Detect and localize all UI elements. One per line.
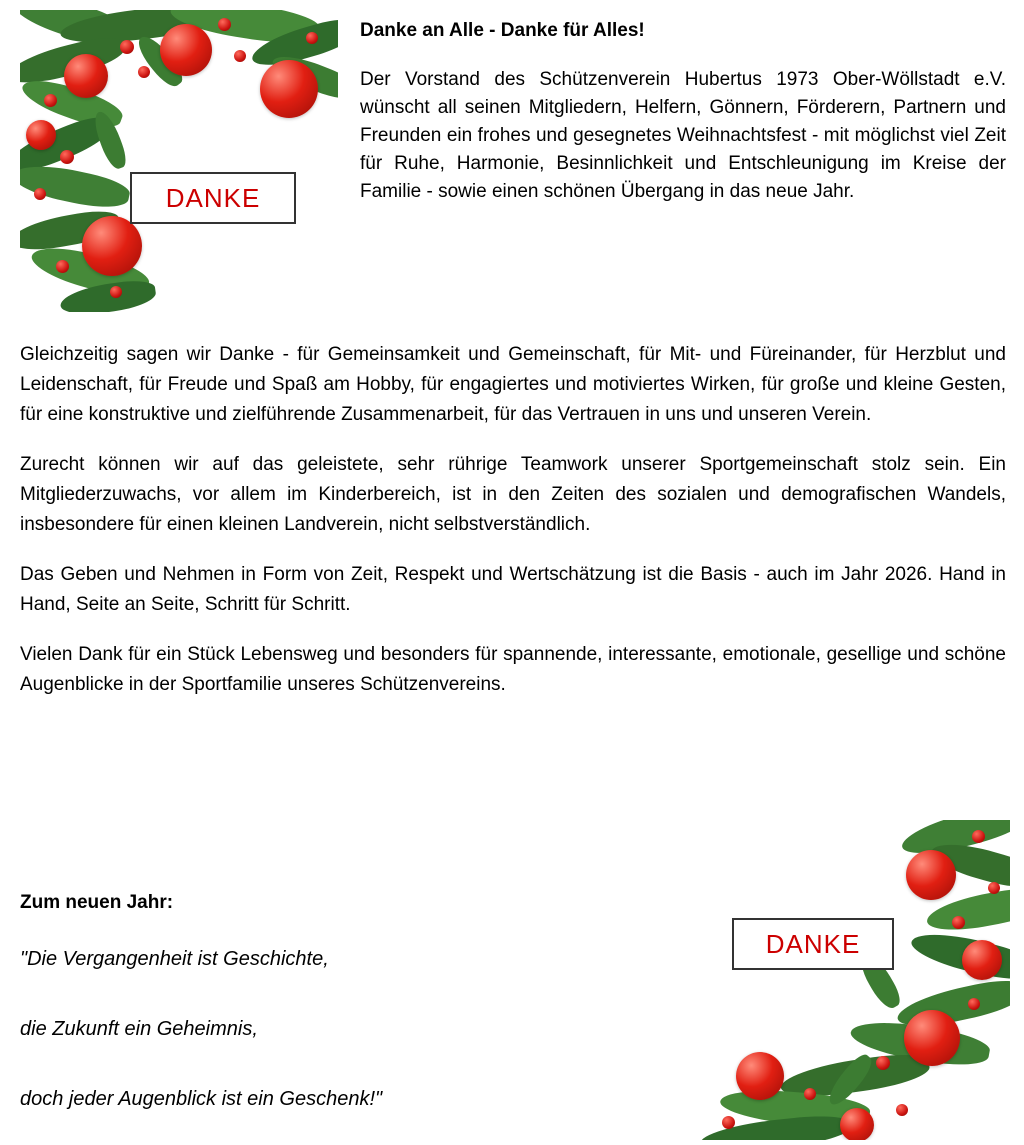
red-bauble-icon <box>160 24 212 76</box>
red-bauble-icon <box>82 216 142 276</box>
berry-icon <box>34 188 46 200</box>
red-bauble-icon <box>906 850 956 900</box>
intro-block <box>360 18 1006 206</box>
paragraph-1: Gleichzeitig sagen wir Danke - für Gemeinsamkeit und Gemeinschaft, für Mit- und Füreinander, für Herzblut und Leidenschaft, für Freude und Spaß am Hobby, für engagiertes und motiviertes Wirken, für große und kleine Gesten, für eine konstruktive und zielführende Zusammenarbeit, für das Vertrauen in uns und unseren Verein. <box>20 344 1006 425</box>
christmas-wreath-bottom-right-image <box>700 820 1010 1140</box>
red-bauble-icon <box>904 1010 960 1066</box>
berry-icon <box>110 286 122 298</box>
berry-icon <box>804 1088 816 1100</box>
berry-icon <box>876 1056 890 1070</box>
red-bauble-icon <box>736 1052 784 1100</box>
berry-icon <box>218 18 231 31</box>
intro-title: Danke an Alle - Danke für Alles! <box>360 20 645 41</box>
red-bauble-icon <box>840 1108 874 1140</box>
paragraph-4: Vielen Dank für ein Stück Lebensweg und besonders für spannende, interessante, emotionale, gesellige und schöne Augenblicke in der Sportfamilie unseres Schützenvereins. <box>20 644 1006 695</box>
berry-icon <box>234 50 246 62</box>
berry-icon <box>968 998 980 1010</box>
berry-icon <box>306 32 318 44</box>
berry-icon <box>138 66 150 78</box>
berry-icon <box>952 916 965 929</box>
red-bauble-icon <box>64 54 108 98</box>
berry-icon <box>44 94 57 107</box>
body-paragraphs <box>20 340 1006 720</box>
berry-icon <box>56 260 69 273</box>
berry-icon <box>722 1116 735 1129</box>
red-bauble-icon <box>962 940 1002 980</box>
quote-line-1: "Die Vergangenheit ist Geschichte, <box>20 948 329 970</box>
berry-icon <box>896 1104 908 1116</box>
quote-line-2: die Zukunft ein Geheimnis, <box>20 1018 258 1040</box>
red-bauble-icon <box>26 120 56 150</box>
new-year-block <box>20 890 660 1112</box>
berry-icon <box>60 150 74 164</box>
berry-icon <box>120 40 134 54</box>
christmas-wreath-top-left-image <box>20 10 338 312</box>
berry-icon <box>988 882 1000 894</box>
quote-line-3: doch jeder Augenblick ist ein Geschenk!" <box>20 1088 383 1110</box>
intro-body: Der Vorstand des Schützenverein Hubertus 1973 Ober-Wöllstadt e.V. wünscht all seinen Mitgliedern, Helfern, Gönnern, Förderern, Partnern und Freunden ein frohes und gesegnetes Weihnachtsfest - mit möglichst viel Zeit für Ruhe, Harmonie, Besinnlichkeit und Entschleunigung im Kreise der Familie - sowie einen schönen Übergang in das neue Jahr. <box>360 69 1006 202</box>
danke-label-top: DANKE <box>130 172 296 224</box>
berry-icon <box>972 830 985 843</box>
paragraph-3: Das Geben und Nehmen in Form von Zeit, Respekt und Wertschätzung ist die Basis - auch im Jahr 2026. Hand in Hand, Seite an Seite, Schritt für Schritt. <box>20 564 1006 615</box>
danke-label-bottom: DANKE <box>732 918 894 970</box>
new-year-heading: Zum neuen Jahr: <box>20 892 174 913</box>
red-bauble-icon <box>260 60 318 118</box>
paragraph-2: Zurecht können wir auf das geleistete, sehr rührige Teamwork unserer Sportgemeinschaft stolz sein. Ein Mitgliederzuwachs, vor allem im Kinderbereich, ist in den Zeiten des sozialen und demografischen Wandels, insbesondere für einen kleinen Landverein, nicht selbstverständlich. <box>20 454 1006 535</box>
